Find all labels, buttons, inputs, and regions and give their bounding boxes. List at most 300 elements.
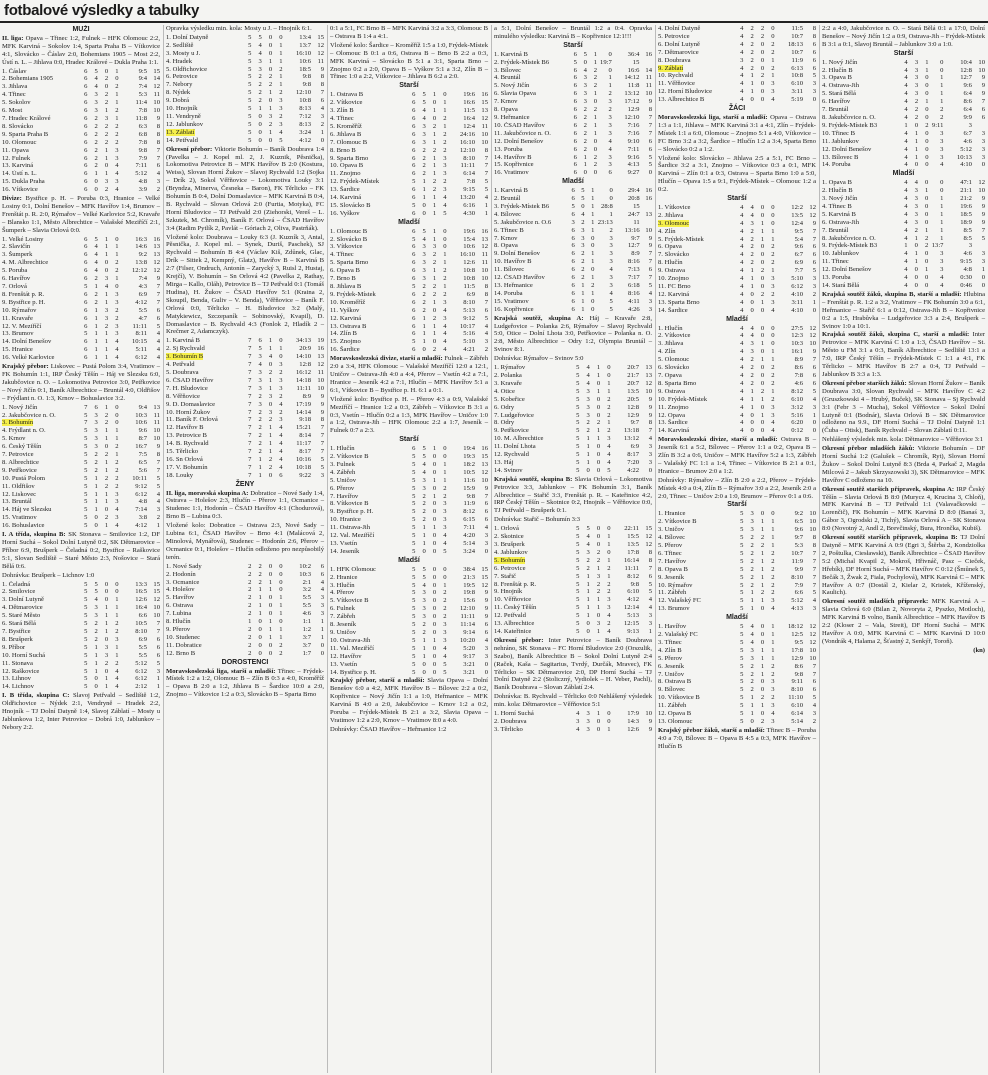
team-name-cell	[2, 522, 77, 530]
competition-name: Krajský přebor:	[2, 363, 49, 371]
points: 8	[812, 32, 816, 40]
wins: 2	[750, 557, 754, 565]
wins-cell	[743, 33, 753, 41]
wins: 1	[750, 403, 754, 411]
matches: 4	[904, 98, 908, 106]
team-name-cell	[494, 122, 567, 130]
score: 7:13	[627, 266, 640, 274]
matches: 6	[84, 251, 88, 259]
points: 7	[648, 250, 652, 258]
matches-cell	[733, 427, 743, 435]
draws-cell	[918, 203, 928, 211]
wins-cell	[415, 485, 425, 493]
team-name-cell	[494, 227, 565, 235]
matches-cell	[897, 258, 907, 266]
team-name-cell	[494, 258, 565, 266]
draws: 2	[432, 186, 437, 194]
losses-cell	[436, 669, 446, 677]
draws-cell	[587, 169, 597, 177]
wins-cell	[415, 508, 425, 516]
wins: 3	[94, 99, 98, 107]
wins: 6	[94, 403, 98, 411]
matches: 4	[904, 145, 908, 153]
team-name: 3. Uničov	[658, 526, 685, 534]
draws-cell	[98, 491, 108, 499]
score-cell	[447, 629, 475, 637]
losses: 6	[279, 471, 283, 479]
draws: 2	[760, 290, 765, 298]
table-row	[658, 510, 816, 518]
competition-name: Krajská soutěž, skupina A:	[494, 314, 584, 322]
wins-cell	[415, 139, 425, 147]
losses: 2	[609, 226, 613, 234]
score-cell	[611, 427, 639, 435]
team-name-cell	[658, 550, 733, 558]
points-cell	[972, 211, 985, 219]
team-name-cell	[658, 364, 733, 372]
score-cell	[283, 89, 311, 97]
team-name-cell	[330, 291, 405, 299]
table-row	[2, 498, 160, 506]
score: 7:8	[138, 107, 148, 115]
wins-cell	[743, 558, 753, 566]
matches-cell	[77, 251, 87, 259]
score: 8:16	[627, 258, 640, 266]
losses: 4	[609, 266, 613, 274]
points-cell	[147, 291, 160, 299]
matches-cell	[897, 227, 907, 235]
losses-cell	[600, 380, 610, 388]
points: 10	[645, 387, 652, 395]
team-name: 9. Dolní Benešov	[494, 250, 540, 258]
team-name-cell	[166, 579, 241, 587]
matches: 5	[576, 620, 580, 628]
wins: 2	[258, 578, 262, 586]
standings-table	[658, 25, 816, 104]
section-heading: Starší	[399, 82, 419, 90]
wins-cell	[579, 427, 589, 435]
points-cell	[803, 510, 816, 518]
table-row	[2, 178, 160, 186]
team-name: 7. Opava	[658, 371, 682, 379]
table-row	[494, 596, 652, 604]
matches-cell	[77, 668, 87, 676]
team-name-cell	[330, 548, 405, 556]
score: 20:7	[627, 364, 640, 372]
points: 6	[981, 106, 985, 114]
losses: 3	[443, 314, 447, 322]
score-cell	[613, 187, 640, 195]
score-cell	[447, 453, 475, 461]
wins-cell	[87, 404, 97, 412]
competition-name: Moravskoslezská liga, starší a mladší:	[166, 667, 276, 675]
draws-cell	[426, 574, 436, 582]
matches: 6	[573, 145, 577, 153]
matches: 6	[412, 138, 416, 146]
points: 13	[153, 243, 160, 251]
team-name: 12. Frýdek-Místek	[330, 178, 380, 186]
losses: 3	[609, 234, 613, 242]
table-row	[330, 210, 488, 218]
draws-cell	[98, 652, 108, 660]
matches-cell	[405, 669, 415, 677]
team-name-cell	[658, 589, 733, 597]
results-paragraph	[330, 677, 488, 724]
score-cell	[775, 678, 803, 686]
wins: 3	[94, 419, 98, 427]
losses: 4	[607, 451, 611, 459]
losses-cell	[436, 445, 446, 453]
table-row	[330, 469, 488, 477]
score-cell	[775, 275, 803, 283]
wins: 0	[914, 242, 918, 250]
points: 4	[320, 578, 324, 586]
losses: 1	[771, 630, 775, 638]
score-cell	[943, 282, 972, 290]
table-row	[658, 558, 816, 566]
team-name: 5. Kobeřice	[494, 395, 525, 403]
wins: 4	[750, 332, 754, 340]
points-cell	[972, 122, 985, 130]
wins-cell	[251, 337, 261, 345]
score: 5:6	[138, 466, 148, 474]
matches-cell	[733, 396, 743, 404]
wins-cell	[87, 123, 97, 131]
team-name: 3. Třinec	[658, 638, 682, 646]
points-cell	[311, 634, 324, 642]
team-name-cell	[658, 332, 733, 340]
losses-cell	[764, 228, 774, 236]
table-row	[166, 448, 324, 456]
team-name-cell	[330, 162, 405, 170]
points-cell	[147, 299, 160, 307]
results-text: MFK Karviná A – Slavia Orlová 6:0 (Bilan 2, Novorytа 2, Pyszko, Motloch), MFK Karviná B volno, Baník Albrechtice – MFK Havířov B 2:2 (Kloser 2 – Vala, Streit), DF Horní Suchá – MFK Havířov A 0:0, MFK Karviná C – MFK Karviná D 10:0 (Vondrák 4, Halama 2, Šťastný 2, Senkýř, Toroň).	[822, 598, 985, 645]
points: 1	[648, 627, 652, 635]
losses-cell	[108, 354, 118, 362]
matches-cell	[569, 427, 579, 435]
points-cell	[147, 323, 160, 331]
wins-cell	[87, 514, 97, 522]
score-cell	[943, 161, 972, 169]
matches-cell	[567, 67, 577, 75]
score: 6:10	[627, 588, 640, 596]
draws: 0	[760, 80, 765, 88]
score: 13:5	[791, 211, 804, 219]
team-name-cell	[2, 683, 77, 691]
draws-cell	[918, 161, 928, 169]
team-name-cell	[494, 195, 565, 203]
matches-cell	[733, 259, 743, 267]
table-row	[658, 388, 816, 396]
points: 12	[645, 533, 652, 541]
score: 8:10	[463, 154, 476, 162]
score-cell	[119, 660, 147, 668]
draws-cell	[918, 138, 928, 146]
wins-cell	[908, 282, 918, 290]
points-cell	[972, 274, 985, 282]
matches: 7	[248, 463, 252, 471]
team-name: 5. Stará Bělá	[822, 90, 856, 98]
losses-cell	[272, 345, 282, 353]
score: 4:6	[963, 137, 972, 145]
team-name-cell	[494, 106, 567, 114]
points: 7	[156, 627, 160, 635]
points: 16	[481, 227, 488, 235]
score-cell	[119, 186, 147, 194]
points-cell	[475, 574, 488, 582]
team-name: 10. Hranice	[330, 516, 361, 524]
score-cell	[119, 307, 147, 315]
score-cell	[611, 557, 639, 565]
team-name-cell	[330, 107, 405, 115]
matches-cell	[569, 588, 579, 596]
draws: 1	[104, 107, 109, 115]
draws-cell	[426, 629, 436, 637]
draws: 1	[925, 66, 929, 74]
points: 15	[153, 67, 160, 75]
wins: 5	[94, 588, 98, 596]
score-cell	[775, 291, 803, 299]
table-row	[822, 161, 985, 169]
points-cell	[311, 602, 324, 610]
matches-cell	[733, 518, 743, 526]
matches: 4	[904, 106, 908, 114]
losses: 2	[771, 581, 775, 589]
losses: 0	[115, 411, 119, 419]
matches: 6	[84, 267, 88, 275]
table-row	[494, 274, 652, 282]
losses-cell	[108, 443, 118, 451]
matches: 6	[412, 130, 416, 138]
losses: 1	[279, 41, 283, 49]
wins: 2	[258, 97, 262, 105]
losses: 4	[608, 137, 612, 145]
table-row	[330, 605, 488, 613]
matches-cell	[897, 106, 907, 114]
team-name: 6. Opava	[658, 243, 682, 251]
draws: 2	[925, 121, 929, 129]
score-cell	[119, 243, 147, 251]
points: 3	[320, 610, 324, 618]
matches-cell	[733, 710, 743, 718]
matches-cell	[77, 315, 87, 323]
team-name-cell	[166, 121, 241, 129]
draws-cell	[754, 589, 764, 597]
team-name: 1. Nový Jičín	[822, 58, 858, 66]
draws-cell	[590, 396, 600, 404]
team-name-cell	[2, 419, 77, 427]
table-row	[166, 105, 324, 113]
team-name-cell	[658, 647, 733, 655]
wins-cell	[575, 235, 585, 243]
wins: 1	[94, 338, 98, 346]
draws-cell	[754, 566, 764, 574]
points: 13	[481, 107, 488, 115]
wins: 0	[914, 266, 918, 274]
losses-cell	[108, 186, 118, 194]
wins: 1	[750, 597, 754, 605]
team-name-cell	[330, 99, 405, 107]
team-name: 7. Ludgeřovice	[494, 411, 534, 419]
section-heading: Starší	[563, 41, 583, 49]
draws: 2	[760, 267, 765, 275]
team-name: 7. Bruntál	[822, 226, 849, 234]
matches-cell	[241, 50, 251, 58]
wins: 3	[750, 510, 754, 518]
table-row	[330, 589, 488, 597]
score-cell	[775, 33, 803, 41]
losses: 2	[115, 482, 119, 490]
team-name: 2. Hranice	[330, 573, 358, 581]
team-name: 1. Havířov	[658, 623, 687, 631]
draws-cell	[587, 74, 597, 82]
score-cell	[611, 419, 639, 427]
score-cell	[775, 655, 803, 663]
score: 17:8	[791, 646, 804, 654]
score-cell	[447, 307, 475, 315]
losses-cell	[108, 435, 118, 443]
team-name: 4. Třinec B	[822, 202, 852, 210]
matches-cell	[569, 604, 579, 612]
points: 15	[481, 99, 488, 107]
team-name: 9. Bystřice p. H.	[2, 298, 46, 306]
draws-cell	[587, 67, 597, 75]
score-cell	[119, 435, 147, 443]
score-cell	[611, 604, 639, 612]
wins: 3	[914, 202, 918, 210]
team-name-cell	[166, 401, 241, 409]
wins: 2	[750, 40, 754, 48]
points: 5	[812, 267, 816, 275]
draws: 0	[760, 64, 765, 72]
points: 12	[645, 379, 652, 387]
draws: 1	[591, 195, 595, 203]
results-paragraph	[822, 486, 985, 533]
wins: 1	[583, 153, 587, 161]
draws-cell	[918, 274, 928, 282]
points-cell	[147, 491, 160, 499]
team-name-cell	[2, 115, 77, 123]
score-cell	[611, 612, 639, 620]
draws: 2	[924, 242, 929, 250]
draws-cell	[98, 115, 108, 123]
losses-cell	[436, 115, 446, 123]
points: 8	[648, 548, 652, 556]
table-row	[166, 337, 324, 345]
matches-cell	[241, 34, 251, 42]
draws-cell	[262, 571, 272, 579]
matches-cell	[77, 683, 87, 691]
score-cell	[283, 432, 311, 440]
draws: 0	[104, 635, 109, 643]
losses: 3	[940, 266, 944, 274]
losses: 0	[279, 586, 283, 594]
matches: 5	[740, 686, 744, 694]
results-text: IRP Český Těšín – Slavia Orlová B 8:0 (Murycz 4, Krucina 3, Chloň), MFK Karviná B – TJ Petřvald 1:1 (Valavačkovski – Lorenčič), FK Bohumín – MFK Karviná D 8:0 (Banaś 3, Gábor 3, Ogrodski 2, Tichý), Slavia Orlová A – SK Stonava 8:0 (Novotný 2, Andl 2, Brevčinský, Bura, Hrončka, Kubiš).	[822, 485, 985, 533]
team-name: 4. Přerov	[330, 589, 355, 597]
points-cell	[475, 477, 488, 485]
wins: 3	[586, 403, 590, 411]
score-cell	[283, 345, 311, 353]
losses: 4	[115, 346, 119, 354]
draws-cell	[426, 645, 436, 653]
matches-cell	[405, 210, 415, 218]
team-name: 11. Stonava	[2, 659, 33, 667]
losses-cell	[272, 66, 282, 74]
score-cell	[943, 258, 972, 266]
matches: 6	[412, 290, 416, 298]
score-cell	[447, 178, 475, 186]
draws: 0	[591, 266, 595, 274]
team-name: 15. Znojmo	[330, 338, 361, 346]
losses: 1	[608, 74, 612, 82]
score-cell	[447, 589, 475, 597]
matches-cell	[565, 298, 575, 306]
score: 11:4	[135, 99, 148, 107]
team-name: 9. Sparta Brno	[330, 154, 369, 162]
team-name: 6. Ostrava-Jih	[822, 218, 859, 226]
matches: 6	[412, 122, 416, 130]
losses: 2	[771, 379, 775, 387]
draws-cell	[754, 702, 764, 710]
team-name-cell	[822, 250, 897, 258]
score-cell	[447, 99, 475, 107]
team-name-cell	[330, 323, 405, 331]
draws: 0	[432, 508, 437, 516]
matches: 6	[573, 90, 577, 98]
points: 2	[484, 346, 488, 354]
results-paragraph	[822, 445, 985, 485]
matches: 5	[740, 638, 744, 646]
losses: 1	[607, 556, 611, 564]
score-cell	[447, 170, 475, 178]
wins-cell	[579, 388, 589, 396]
matches: 5	[84, 588, 88, 596]
matches: 5	[248, 33, 252, 41]
draws: 1	[596, 435, 601, 443]
draws-cell	[754, 404, 764, 412]
matches-cell	[405, 186, 415, 194]
wins: 4	[94, 267, 98, 275]
score-cell	[283, 416, 311, 424]
table-row	[658, 404, 816, 412]
table-row	[330, 669, 488, 677]
team-name: 11. Český Těšín	[494, 604, 537, 612]
team-name-cell	[330, 582, 405, 590]
points: 5	[812, 72, 816, 80]
matches-cell	[733, 558, 743, 566]
losses: 2	[771, 243, 775, 251]
team-name: 9. Záblatí	[658, 64, 684, 72]
wins-cell	[87, 323, 97, 331]
wins: 2	[422, 516, 426, 524]
losses: 1	[607, 725, 611, 733]
losses-cell	[929, 161, 944, 169]
matches-cell	[241, 448, 251, 456]
team-name: 1. Karviná B	[494, 50, 528, 58]
table-row	[330, 637, 488, 645]
draws-cell	[918, 211, 928, 219]
matches-cell	[241, 81, 251, 89]
team-name: 13. Albrechtice B	[658, 96, 705, 104]
points: 10	[481, 130, 488, 138]
wins: 4	[750, 623, 754, 631]
losses-cell	[436, 315, 446, 323]
score: 7:16	[627, 129, 640, 137]
score-cell	[283, 409, 311, 417]
losses: 1	[115, 67, 119, 75]
score-cell	[447, 91, 475, 99]
